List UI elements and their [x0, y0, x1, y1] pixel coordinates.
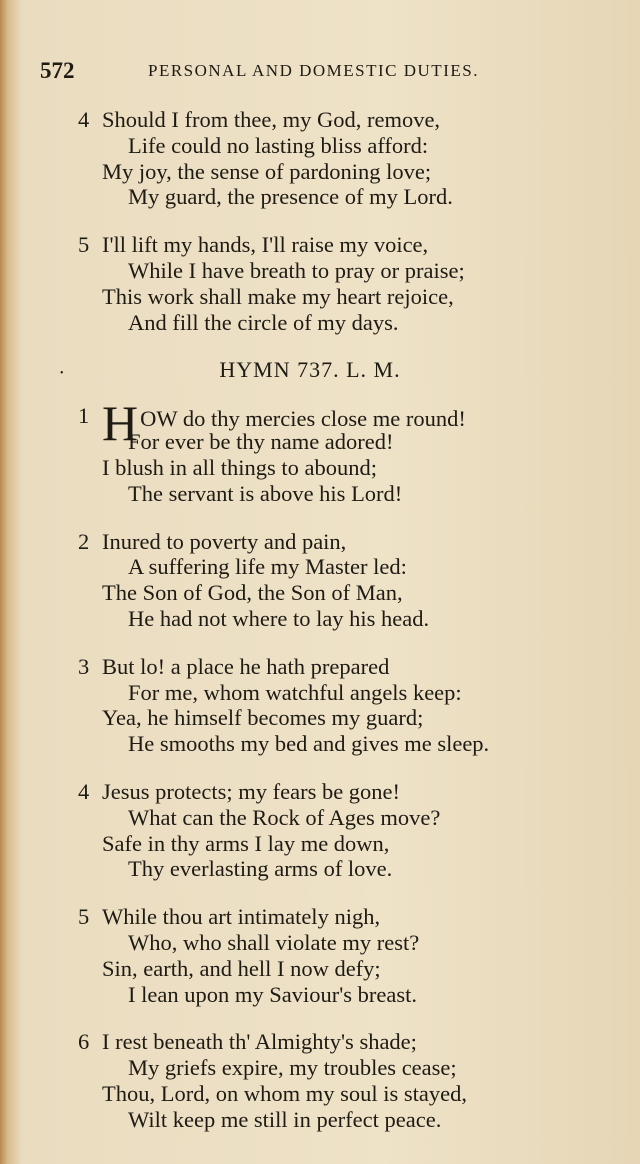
stanza-number: 2 — [78, 528, 90, 554]
stanza — [0, 1029, 640, 1132]
verse-line — [0, 1107, 640, 1133]
verse-line — [0, 731, 640, 757]
verse-text: My joy, the sense of pardoning love; — [102, 158, 432, 184]
verse-line — [0, 429, 640, 455]
verse-line — [0, 184, 640, 210]
verse-line — [0, 606, 640, 632]
verse-text: What can the Rock of Ages move? — [128, 804, 441, 830]
margin-dot: • — [60, 368, 64, 379]
running-title: PERSONAL AND DOMESTIC DUTIES. — [148, 61, 479, 80]
verse-line — [0, 680, 640, 706]
stanza-number: 1 — [78, 403, 90, 429]
verse-text: And fill the circle of my days. — [128, 309, 399, 335]
verse-text: Sin, earth, and hell I now defy; — [102, 955, 381, 981]
hymn-title: HYMN 737. L. M. — [219, 357, 401, 383]
verse-text: Should I from thee, my God, remove, — [102, 107, 441, 132]
verse-line — [0, 856, 640, 882]
verse-line — [0, 580, 640, 606]
verse-text: Inured to poverty and pain, — [102, 528, 347, 554]
verse-text: Thy everlasting arms of love. — [128, 856, 393, 882]
verse-line — [0, 654, 640, 680]
stanza-number: 4 — [78, 107, 90, 132]
verse-line — [0, 982, 640, 1008]
verse-line — [0, 481, 640, 507]
verse-line — [0, 159, 640, 185]
verse-text: The servant is above his Lord! — [128, 480, 403, 506]
verse-line — [0, 705, 640, 731]
verse-line — [0, 956, 640, 982]
verse-text: I'll lift my hands, I'll raise my voice, — [102, 232, 429, 258]
stanza-number: 3 — [78, 653, 90, 679]
drop-cap: H — [102, 395, 139, 452]
hymn-content — [0, 107, 640, 1155]
verse-text: I lean upon my Saviour's breast. — [128, 981, 417, 1007]
verse-line — [0, 258, 640, 284]
stanza — [0, 107, 640, 210]
verse-text: Jesus protects; my fears be gone! — [102, 778, 401, 804]
verse-line — [0, 805, 640, 831]
verse-line — [0, 310, 640, 336]
verse-line — [0, 1029, 640, 1055]
verse-line — [0, 107, 640, 133]
verse-text: Wilt keep me still in perfect peace. — [128, 1106, 442, 1132]
verse-text: Life could no lasting bliss afford: — [128, 132, 429, 158]
verse-line — [0, 904, 640, 930]
verse-text: For me, whom watchful angels keep: — [128, 679, 462, 705]
verse-text: While thou art intimately nigh, — [102, 904, 381, 930]
verse-line — [0, 1055, 640, 1081]
stanza-number: 4 — [78, 778, 90, 804]
verse-line — [0, 455, 640, 481]
verse-text: For ever be thy name adored! — [128, 429, 394, 455]
verse-line — [0, 133, 640, 159]
verse-text: My griefs expire, my troubles cease; — [128, 1055, 457, 1081]
verse-line — [0, 284, 640, 310]
verse-text: Thou, Lord, on whom my soul is stayed, — [102, 1080, 467, 1106]
verse-text: This work shall make my heart rejoice, — [102, 283, 454, 309]
verse-line — [0, 1081, 640, 1107]
verse-text: My guard, the presence of my Lord. — [128, 184, 453, 210]
stanza-number: 6 — [78, 1029, 90, 1055]
verse-text-rest: OW do thy mercies close me round! — [140, 406, 466, 432]
verse-text: Yea, he himself becomes my guard; — [102, 705, 424, 731]
stanza — [0, 529, 640, 632]
verse-text: While I have breath to pray or praise; — [128, 257, 465, 283]
verse-line — [0, 554, 640, 580]
verse-text: But lo! a place he hath prepared — [102, 653, 390, 679]
verse-text: He smooths my bed and gives me sleep. — [128, 731, 490, 757]
verse-text: I blush in all things to abound; — [102, 454, 377, 480]
verse-text: A suffering life my Master led: — [128, 554, 407, 580]
verse-text: I rest beneath th' Almighty's shade; — [102, 1029, 417, 1055]
verse-text: Safe in thy arms I lay me down, — [102, 830, 390, 856]
page-header — [40, 58, 600, 88]
verse-text: He had not where to lay his head. — [128, 605, 430, 631]
verse-text: The Son of God, the Son of Man, — [102, 580, 403, 606]
verse-text: Who, who shall violate my rest? — [128, 929, 420, 955]
verse-line — [0, 930, 640, 956]
stanza — [0, 779, 640, 882]
verse-line — [0, 779, 640, 805]
verse-line — [0, 529, 640, 555]
verse-line — [0, 232, 640, 258]
stanza — [0, 654, 640, 757]
stanza-number: 5 — [78, 232, 90, 258]
stanza — [0, 395, 640, 506]
stanza-number: 5 — [78, 904, 90, 930]
page-number: 572 — [40, 58, 75, 83]
stanza — [0, 232, 640, 335]
stanza — [0, 904, 640, 1007]
verse-line — [0, 831, 640, 857]
